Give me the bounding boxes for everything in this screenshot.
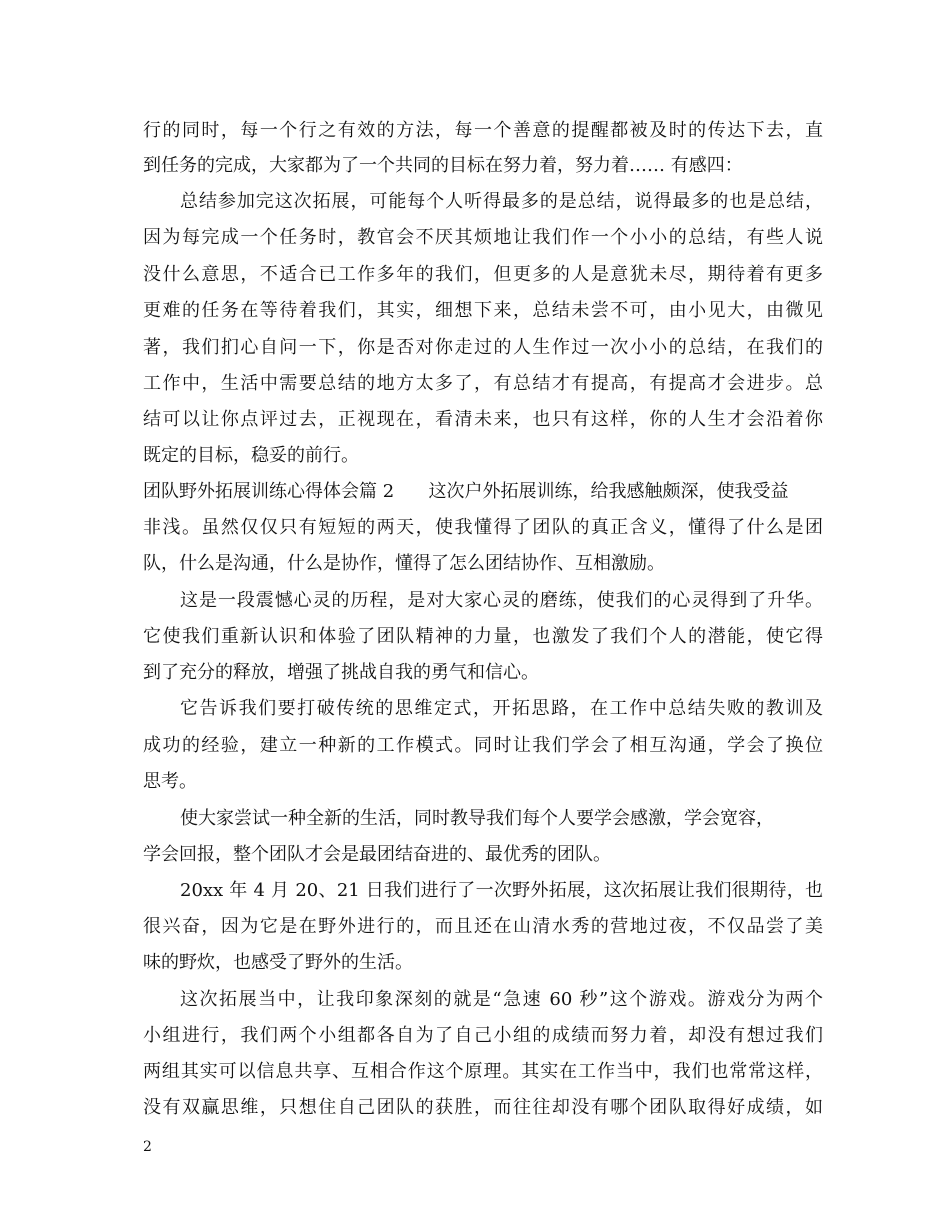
text-line: 到任务的完成，大家都为了一个共同的目标在努力着，努力着…… 有感四： bbox=[143, 155, 743, 176]
text-line: 行的同时，每一个行之有效的方法，每一个善意的提醒都被及时的传达下去，直 bbox=[143, 120, 823, 141]
text-line: 很兴奋，因为它是在野外进行的，而且还在山清水秀的营地过夜，不仅品尝了美 bbox=[143, 916, 823, 937]
text-line: 结可以让你点评过去，正视现在，看清未来，也只有这样，你的人生才会沿着你 bbox=[143, 409, 823, 430]
page-number: 2 bbox=[143, 1139, 152, 1155]
text-line: 它告诉我们要打破传统的思维定式，开拓思路，在工作中总结失败的教训及 bbox=[180, 698, 823, 719]
text-line: 思考。 bbox=[143, 771, 197, 792]
section-heading-line: 团队野外拓展训练心得体会篇 2 这次户外拓展训练，给我感触颇深，使我受益 bbox=[143, 481, 789, 502]
text-line: 这是一段震憾心灵的历程，是对大家心灵的磨练，使我们的心灵得到了升华。 bbox=[180, 590, 823, 611]
text-line: 两组其实可以信息共享、互相合作这个原理。其实在工作当中，我们也常常这样， bbox=[143, 1061, 823, 1082]
text-line: 队，什么是沟通，什么是协作，懂得了怎么团结协作、互相激励。 bbox=[143, 553, 665, 574]
text-line: 因为每完成一个任务时，教官会不厌其烦地让我们作一个小小的总结，有些人说 bbox=[143, 227, 823, 248]
text-line: 小组进行，我们两个小组都各自为了自己小组的成绩而努力着，却没有想过我们 bbox=[143, 1025, 823, 1046]
text-line: 它使我们重新认识和体验了团队精神的力量，也激发了我们个人的潜能，使它得 bbox=[143, 626, 823, 647]
text-line: 既定的目标，稳妥的前行。 bbox=[143, 445, 359, 466]
text-line: 更难的任务在等待着我们，其实，细想下来，总结未尝不可，由小见大，由微见 bbox=[143, 300, 823, 321]
text-line: 著，我们扪心自问一下，你是否对你走过的人生作过一次小小的总结，在我们的 bbox=[143, 337, 823, 358]
text-line: 没什么意思，不适合已工作多年的我们，但更多的人是意犹未尽，期待着有更多 bbox=[143, 264, 823, 285]
text-line: 工作中，生活中需要总结的地方太多了，有总结才有提高，有提高才会进步。总 bbox=[143, 373, 823, 394]
text-line: 到了充分的释放，增强了挑战自我的勇气和信心。 bbox=[143, 662, 539, 683]
text-line: 这次拓展当中，让我印象深刻的就是“急速 60 秒”这个游戏。游戏分为两个 bbox=[180, 989, 823, 1010]
text-line: 使大家尝试一种全新的生活，同时教导我们每个人要学会感激，学会宽容， bbox=[180, 808, 774, 829]
text-line: 总结参加完这次拓展，可能每个人听得最多的是总结，说得最多的也是总结， bbox=[180, 191, 823, 212]
text-line: 学会回报，整个团队才会是最团结奋进的、最优秀的团队。 bbox=[143, 844, 611, 865]
text-line: 非浅。虽然仅仅只有短短的两天，使我懂得了团队的真正含义，懂得了什么是团 bbox=[143, 517, 823, 538]
text-line: 成功的经验，建立一种新的工作模式。同时让我们学会了相互沟通，学会了换位 bbox=[143, 735, 823, 756]
text-line: 味的野炊，也感受了野外的生活。 bbox=[143, 952, 413, 973]
text-line: 20xx 年 4 月 20、21 日我们进行了一次野外拓展，这次拓展让我们很期待，也 bbox=[180, 880, 823, 901]
text-line: 没有双赢思维，只想住自己团队的获胜，而往往却没有哪个团队取得好成绩，如 bbox=[143, 1097, 823, 1118]
